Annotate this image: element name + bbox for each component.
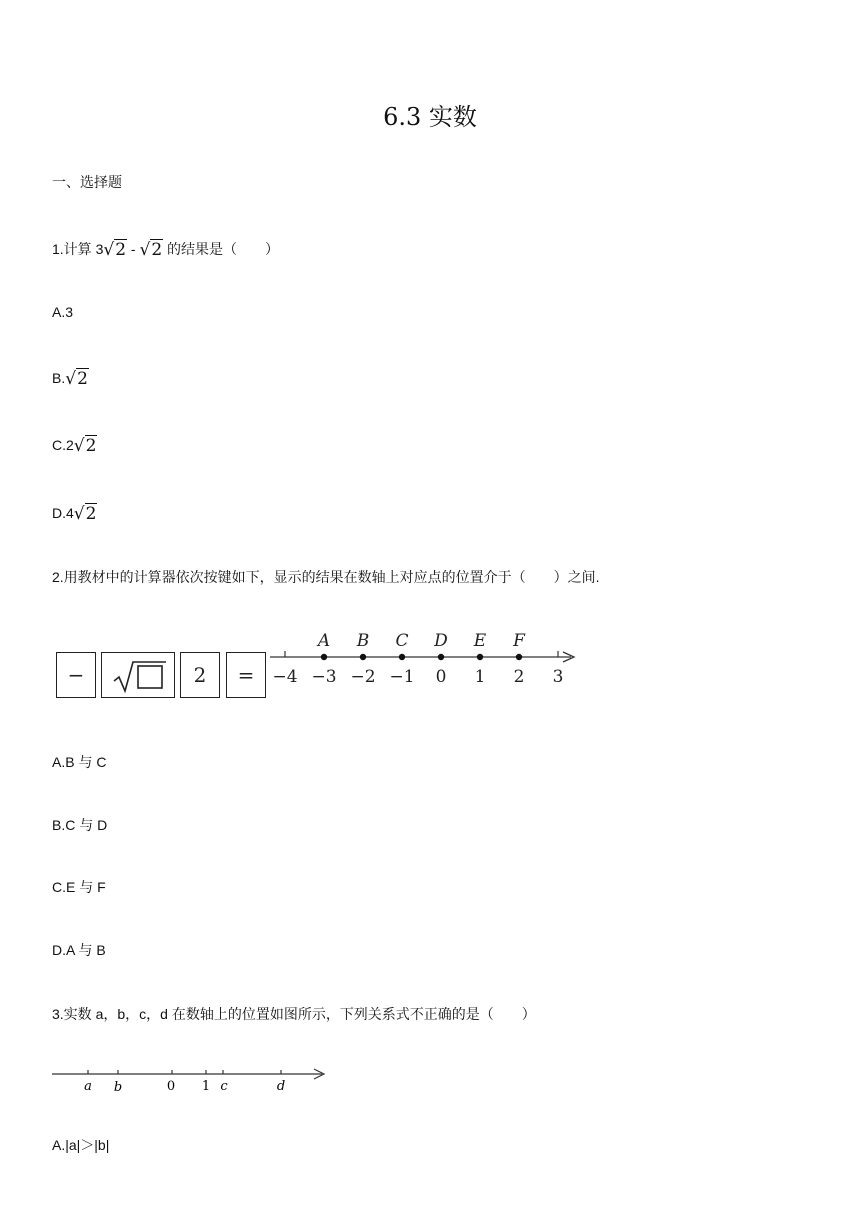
section-heading: 一、选择题 (52, 174, 122, 190)
q2-point-d (438, 654, 444, 660)
sqrt-box-icon (108, 657, 168, 693)
q2-tick-label: 1 (474, 667, 486, 687)
q2-tick-label: 3 (552, 667, 564, 687)
q1-stem-pre: 1.计算 3 (52, 241, 104, 257)
q3-label-c: c (220, 1079, 228, 1094)
q2-option-d[interactable]: D.A 与 B (52, 942, 106, 958)
q2-tick-label: −1 (389, 667, 415, 687)
q2-option-b[interactable]: B.C 与 D (52, 817, 108, 833)
q1-stem-post: 的结果是（ ） (163, 241, 280, 257)
q1-option-b[interactable]: B.√2 (52, 369, 88, 389)
q1-option-b-sqrt: √2 (65, 369, 88, 389)
q1-option-c[interactable]: C.2√2 (52, 436, 97, 456)
q2-tick-label: −3 (311, 667, 337, 687)
q2-tick-label: −2 (350, 667, 376, 687)
q2-tick-label: 2 (513, 667, 525, 687)
q1-option-a[interactable]: A.3 (52, 304, 74, 320)
q1-minus: - (127, 241, 140, 257)
q2-option-a[interactable]: A.B 与 C (52, 754, 107, 770)
q3-label-1: 1 (201, 1079, 211, 1094)
q2-point-label: A (317, 631, 331, 651)
q1-sqrt-term-1: √2 (103, 240, 127, 260)
q2-point-label: F (513, 631, 525, 651)
q2-point-label: C (395, 631, 409, 651)
q3-label-d: d (276, 1079, 286, 1094)
calc-key-equals: = (226, 652, 266, 698)
calc-key-two: 2 (180, 652, 220, 698)
q2-tick-label: 0 (435, 667, 447, 687)
q2-number-line (266, 626, 586, 696)
q2-point-label: E (473, 631, 487, 651)
question-2-stem: 2.用教材中的计算器依次按键如下，显示的结果在数轴上对应点的位置介于（ ）之间. (52, 569, 600, 585)
q2-option-c[interactable]: C.E 与 F (52, 879, 106, 895)
q1-option-c-sqrt: √2 (73, 436, 97, 456)
q2-point-label: D (434, 631, 448, 651)
q3-label-b: b (113, 1080, 123, 1095)
question-3-stem: 3.实数 a，b，c，d 在数轴上的位置如图所示，下列关系式不正确的是（ ） (52, 1006, 536, 1022)
q3-label-0: 0 (166, 1079, 176, 1094)
q2-point-c (399, 654, 405, 660)
q2-point-e (477, 654, 483, 660)
q3-option-a[interactable]: A.|a|＞|b| (52, 1137, 110, 1153)
q1-sqrt-term-2: √2 (139, 240, 163, 260)
q1-option-d[interactable]: D.4√2 (52, 504, 97, 524)
q2-tick-label: −4 (272, 667, 298, 687)
q2-point-label: B (356, 631, 370, 651)
calc-key-sqrt (101, 652, 175, 698)
page-title: 6.3 实数 (383, 103, 477, 131)
question-1-stem (52, 239, 279, 260)
q3-number-line (48, 1060, 338, 1100)
q3-label-a: a (84, 1079, 92, 1094)
q2-point-b (360, 654, 366, 660)
calc-key-minus: − (56, 652, 96, 698)
q1-option-d-sqrt: √2 (73, 504, 97, 524)
q2-point-f (516, 654, 522, 660)
q2-point-a (321, 654, 327, 660)
